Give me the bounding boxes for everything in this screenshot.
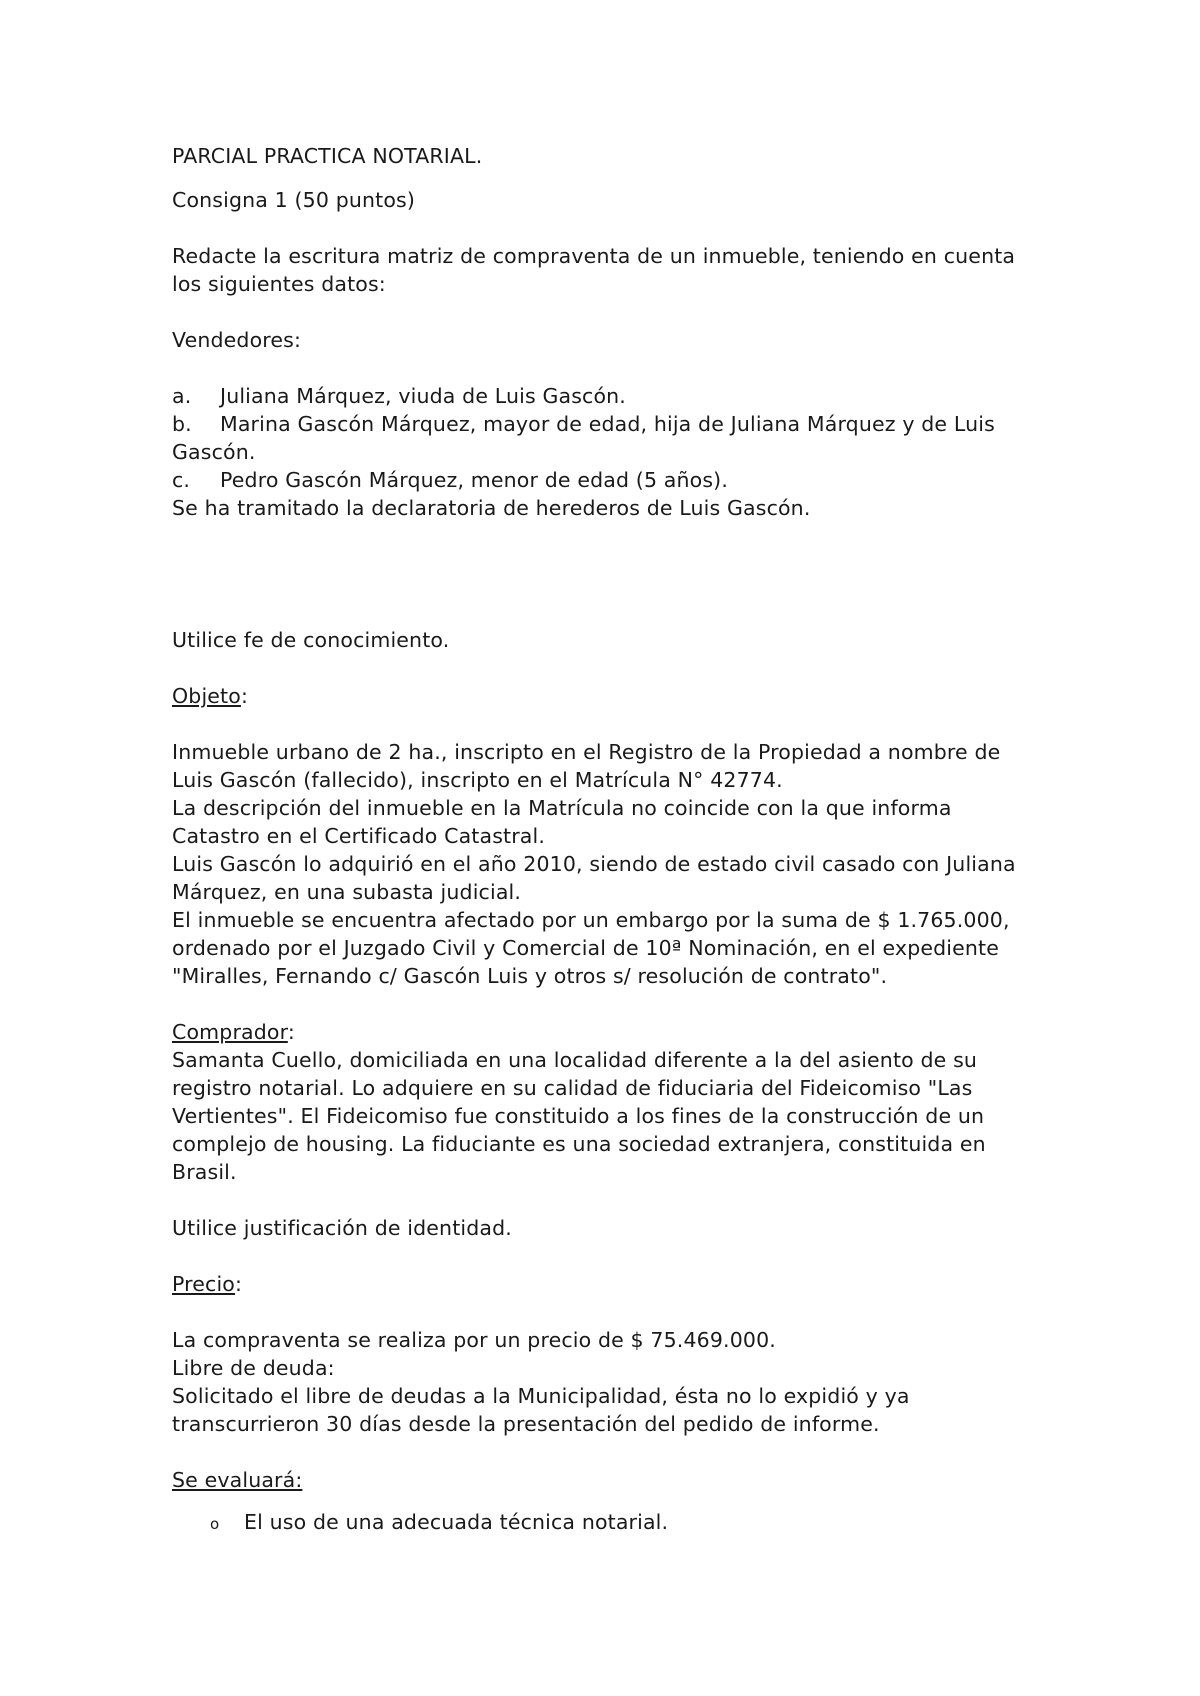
list-marker: c. <box>172 468 191 492</box>
justificacion-identidad: Utilice justificación de identidad. <box>172 1216 512 1240</box>
objeto-body <box>172 738 1042 990</box>
vendedores-list <box>172 382 1042 522</box>
comprador-paragraph: Samanta Cuello, domiciliada en una localidad diferente a la del asiento de su registro notarial. Lo adquiere en su calidad de fiduciaria del Fideicomiso "Las Vertientes". El Fideicomiso fue constituido a los fines de la construcción de un complejo de housing. La fiduciante es una sociedad extranjera, constituida en Brasil. <box>172 1048 986 1184</box>
vendedor-item <box>172 382 1042 410</box>
intro-paragraph: Redacte la escritura matriz de compraventa de un inmueble, teniendo en cuenta los siguientes datos: <box>172 244 1016 296</box>
precio-line: Libre de deuda: <box>172 1356 335 1380</box>
precio-line: La compraventa se realiza por un precio de $ 75.469.000. <box>172 1328 776 1352</box>
objeto-heading <box>172 682 1042 710</box>
evaluara-item-text: El uso de una adecuada técnica notarial. <box>244 1510 669 1534</box>
evaluara-list <box>172 1508 1042 1538</box>
objeto-line: El inmueble se encuentra afectado por un embargo por la suma de $ 1.765.000, ordenado por el Juzgado Civil y Comercial de 10ª Nominación, en el expediente "Miralles, Fernando c/ Gascón Luis y otros s/ resolución de contrato". <box>172 908 1010 988</box>
comprador-heading-label: Comprador <box>172 1020 288 1044</box>
objeto-line: Inmueble urbano de 2 ha., inscripto en el Registro de la Propiedad a nombre de Luis Gascón (fallecido), inscripto en el Matrícula N° 42774. <box>172 740 1001 792</box>
precio-heading <box>172 1270 1042 1298</box>
objeto-heading-colon: : <box>240 684 248 708</box>
evaluara-heading: Se evaluará: <box>172 1468 303 1492</box>
vendedor-text: Juliana Márquez, viuda de Luis Gascón. <box>220 384 626 408</box>
vendedor-text: Pedro Gascón Márquez, menor de edad (5 años). <box>220 468 728 492</box>
bullet-marker: o <box>210 1515 220 1533</box>
consigna-heading: Consigna 1 (50 puntos) <box>172 188 416 212</box>
precio-heading-label: Precio <box>172 1272 236 1296</box>
objeto-line: Luis Gascón lo adquirió en el año 2010, siendo de estado civil casado con Juliana Márquez, en una subasta judicial. <box>172 852 1016 904</box>
vendedor-text: Marina Gascón Márquez, mayor de edad, hija de Juliana Márquez y de Luis Gascón. <box>172 412 995 464</box>
vendedor-item <box>172 410 1042 466</box>
document-title: PARCIAL PRACTICA NOTARIAL. <box>172 144 483 168</box>
objeto-heading-label: Objeto <box>172 684 241 708</box>
fe-conocimiento: Utilice fe de conocimiento. <box>172 628 450 652</box>
objeto-line: La descripción del inmueble en la Matrícula no coincide con la que informa Catastro en el Certificado Catastral. <box>172 796 952 848</box>
comprador-heading-colon: : <box>287 1020 295 1044</box>
document-body <box>172 142 1042 1538</box>
vendedores-heading: Vendedores: <box>172 328 302 352</box>
comprador-heading <box>172 1018 1042 1046</box>
list-marker: b. <box>172 412 192 436</box>
precio-line: Solicitado el libre de deudas a la Municipalidad, ésta no lo expidió y ya transcurrieron 30 días desde la presentación del pedido de informe. <box>172 1384 910 1436</box>
vendedor-item <box>172 466 1042 494</box>
list-marker: a. <box>172 384 192 408</box>
precio-body <box>172 1326 1042 1438</box>
declaratoria-note: Se ha tramitado la declaratoria de herederos de Luis Gascón. <box>172 496 811 520</box>
list-item <box>210 1508 1042 1538</box>
precio-heading-colon: : <box>235 1272 243 1296</box>
